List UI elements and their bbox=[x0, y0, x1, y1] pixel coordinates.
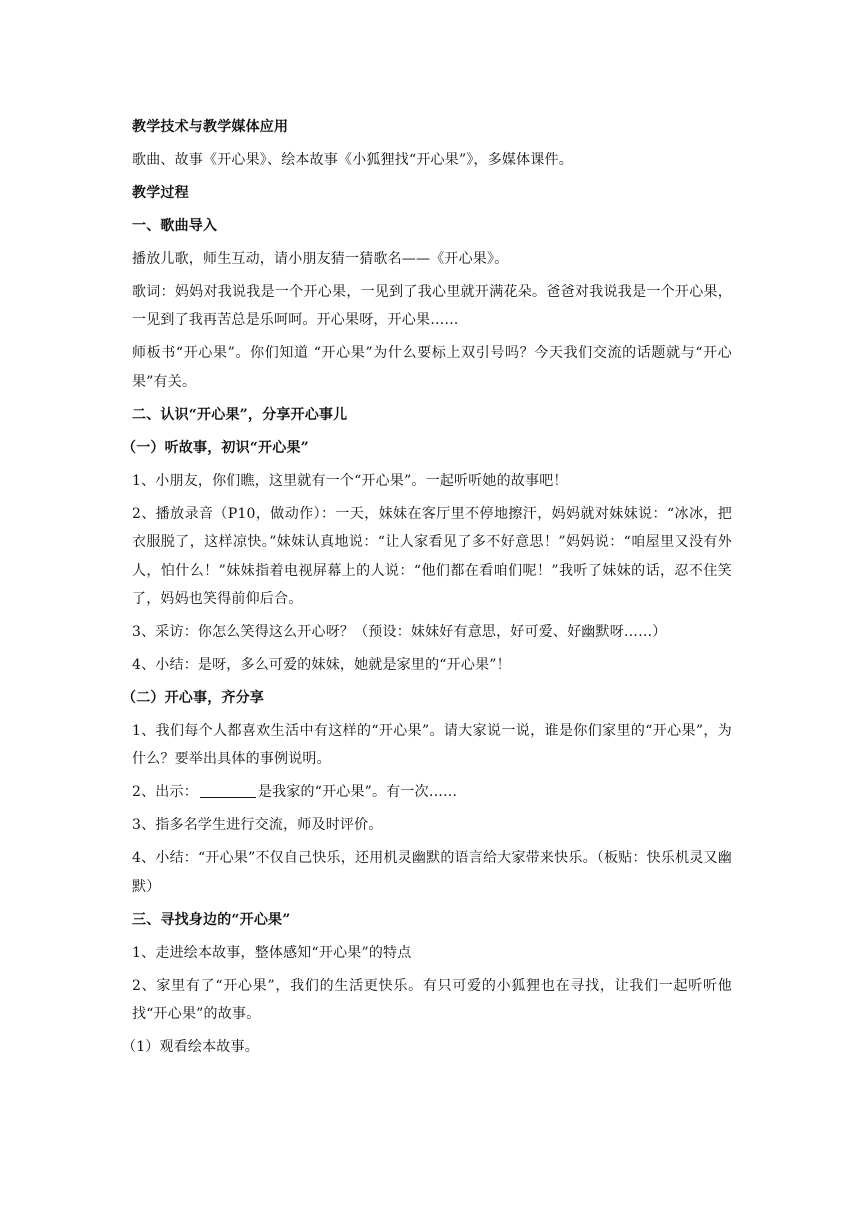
subsection2-title: （二）开心事，齐分享 bbox=[122, 690, 264, 707]
section3-title: 三、寻找身边的“开心果” bbox=[132, 911, 291, 928]
fill-in-blank bbox=[200, 781, 256, 798]
subsection2-paragraph-1: 1、我们每个人都喜欢生活中有这样的“开心果”。请大家说一说，谁是你们家里的“开心果”，为什么？要举出具体的事例说明。 bbox=[132, 723, 732, 768]
subsection1-paragraph-2: 2、播放录音（P10，做动作）：一天，妹妹在客厅里不停地擦汗，妈妈就对妹妹说：“冰冰，把衣服脱了，这样凉快。”妹妹认真地说：“让人家看见了多不好意思！”妈妈说：“咱屋里又没有外人，怕什么！”妹妹指着电视屏幕上的人说：“他们都在看咱们呢！”我听了妹妹的话，忍不住笑了，妈妈也笑得前仰后合。 bbox=[132, 505, 732, 608]
subsection2-paragraph-3: 3、指多名学生进行交流，师及时评价。 bbox=[132, 817, 383, 834]
subsection1-paragraph-4: 4、小结：是呀，多么可爱的妹妹，她就是家里的“开心果”！ bbox=[132, 657, 511, 674]
subsection1-paragraph-3: 3、采访：你怎么笑得这么开心呀？（预设：妹妹好有意思，好可爱、好幽默呀……） bbox=[132, 624, 667, 641]
section1-paragraph-1: 播放儿歌，师生互动，请小朋友猜一猜歌名——《开心果》。 bbox=[132, 251, 509, 267]
subsection1-title: （一）听故事，初识“开心果” bbox=[122, 439, 309, 456]
subsection1-paragraph-1: 1、小朋友，你们瞧，这里就有一个“开心果”。一起听听她的故事吧！ bbox=[132, 472, 568, 489]
document-page bbox=[122, 113, 732, 1066]
subsection2-paragraph-4: 4、小结：“开心果”不仅自己快乐，还用机灵幽默的语言给大家带来快乐。（板贴：快乐机灵又幽默） bbox=[132, 850, 732, 895]
section1-paragraph-3: 师板书“开心果”。你们知道 “开心果”为什么要标上双引号吗？今天我们交流的话题就与“开心果”有关。 bbox=[132, 345, 732, 390]
media-text: 歌曲、故事《开心果》、绘本故事《小狐狸找“开心果”》，多媒体课件。 bbox=[132, 152, 573, 168]
section1-title: 一、歌曲导入 bbox=[132, 218, 218, 234]
section3-paragraph-1: 1、走进绘本故事，整体感知“开心果”的特点 bbox=[132, 944, 412, 961]
subsection2-paragraph-2 bbox=[132, 778, 732, 806]
heading-process: 教学过程 bbox=[132, 185, 189, 201]
section3-paragraph-2: 2、家里有了“开心果”，我们的生活更快乐。有只可爱的小狐狸也在寻找，让我们一起听听他找“开心果”的故事。 bbox=[132, 977, 732, 1023]
section2-title: 二、认识“开心果”，分享开心事儿 bbox=[132, 406, 348, 423]
section3-paragraph-3: （1）观看绘本故事。 bbox=[122, 1039, 259, 1056]
section1-paragraph-2: 歌词：妈妈对我说我是一个开心果，一见到了我心里就开满花朵。爸爸对我说我是一个开心果，一见到了我再苦总是乐呵呵。开心果呀，开心果…… bbox=[132, 284, 732, 329]
paragraph-prefix: 2、出示： bbox=[132, 784, 198, 801]
heading-media: 教学技术与教学媒体应用 bbox=[132, 119, 289, 135]
paragraph-suffix: 是我家的“开心果”。有一次…… bbox=[257, 784, 458, 801]
